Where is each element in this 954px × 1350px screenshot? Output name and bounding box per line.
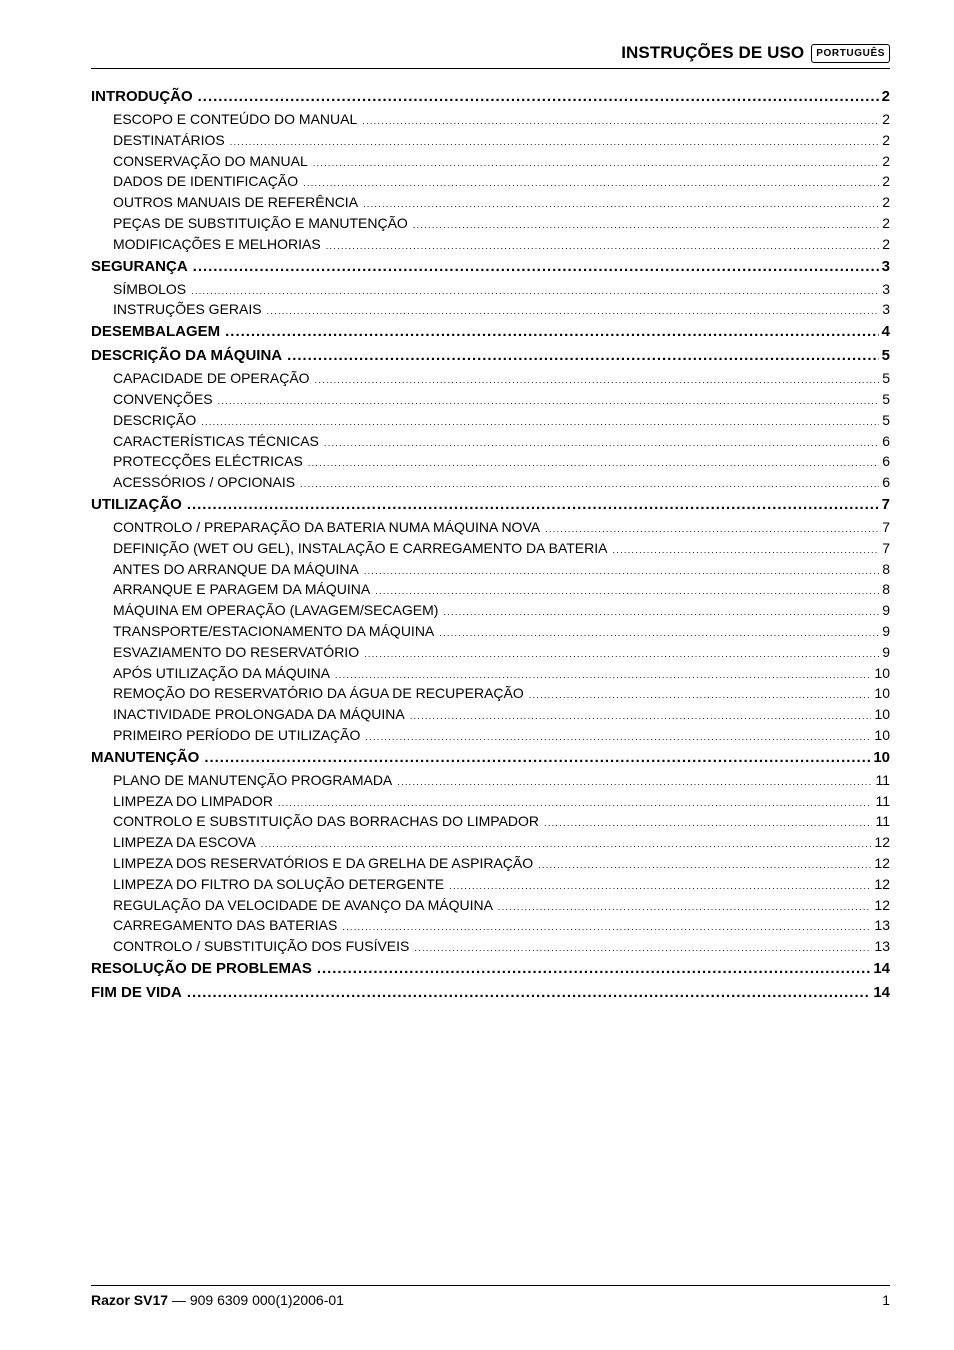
toc-section-entry[interactable] bbox=[91, 85, 890, 109]
toc-entry-page: 8 bbox=[882, 581, 890, 598]
toc-entry-label: LIMPEZA DOS RESERVATÓRIOS E DA GRELHA DE ASPIRAÇÃO bbox=[113, 854, 534, 871]
toc-dot-leader bbox=[363, 194, 879, 215]
toc-entry-page: 11 bbox=[875, 813, 890, 830]
toc-entry-label: DESCRIÇÃO bbox=[113, 411, 197, 428]
toc-subsection-entry[interactable] bbox=[91, 683, 890, 704]
toc-entry-label: PEÇAS DE SUBSTITUIÇÃO E MANUTENÇÃO bbox=[113, 214, 408, 231]
toc-entry-label: ESVAZIAMENTO DO RESERVATÓRIO bbox=[113, 643, 360, 660]
toc-entry-label: PROTECÇÕES ELÉCTRICAS bbox=[113, 453, 303, 470]
toc-subsection-entry[interactable] bbox=[91, 915, 890, 936]
toc-entry-page: 2 bbox=[882, 173, 890, 190]
toc-entry-label: CARREGAMENTO DAS BATERIAS bbox=[113, 917, 338, 934]
toc-entry-page: 7 bbox=[882, 539, 890, 556]
toc-dot-leader bbox=[315, 370, 880, 391]
toc-entry-label: RESOLUÇÃO DE PROBLEMAS bbox=[91, 959, 312, 977]
toc-entry-label: CARACTERÍSTICAS TÉCNICAS bbox=[113, 432, 319, 449]
toc-dot-leader bbox=[267, 301, 880, 322]
toc-subsection-entry[interactable] bbox=[91, 410, 890, 431]
toc-entry-page: 6 bbox=[882, 474, 890, 491]
toc-dot-leader bbox=[397, 772, 872, 793]
toc-dot-leader bbox=[362, 111, 879, 132]
toc-section-entry[interactable] bbox=[91, 344, 890, 368]
toc-subsection-entry[interactable] bbox=[91, 621, 890, 642]
toc-subsection-entry[interactable] bbox=[91, 538, 890, 559]
toc-subsection-entry[interactable] bbox=[91, 517, 890, 538]
toc-entry-page: 2 bbox=[882, 214, 890, 231]
toc-entry-page: 7 bbox=[881, 495, 890, 513]
toc-dot-leader bbox=[498, 897, 872, 918]
toc-entry-label: INACTIVIDADE PROLONGADA DA MÁQUINA bbox=[113, 706, 405, 723]
toc-entry-label: MODIFICAÇÕES E MELHORIAS bbox=[113, 235, 321, 252]
toc-entry-page: 12 bbox=[874, 854, 890, 871]
toc-entry-label: ARRANQUE E PARAGEM DA MÁQUINA bbox=[113, 581, 371, 598]
toc-entry-page: 2 bbox=[882, 194, 890, 211]
toc-subsection-entry[interactable] bbox=[91, 171, 890, 192]
toc-entry-page: 2 bbox=[882, 111, 890, 127]
toc-entry-label: CAPACIDADE DE OPERAÇÃO bbox=[113, 370, 310, 387]
toc-entry-page: 12 bbox=[874, 896, 890, 913]
footer-doc-info bbox=[91, 1292, 344, 1308]
toc-entry-label: DESTINATÁRIOS bbox=[113, 131, 225, 148]
toc-entry-label: CONVENÇÕES bbox=[113, 390, 213, 407]
toc-subsection-entry[interactable] bbox=[91, 299, 890, 320]
toc-subsection-entry[interactable] bbox=[91, 192, 890, 213]
toc-entry-label: OUTROS MANUAIS DE REFERÊNCIA bbox=[113, 194, 359, 211]
toc-entry-label: ANTES DO ARRANQUE DA MÁQUINA bbox=[113, 560, 359, 577]
toc-dot-leader bbox=[443, 602, 879, 623]
toc-entry-page: 10 bbox=[873, 748, 890, 766]
toc-entry-page: 12 bbox=[874, 875, 890, 892]
toc-entry-page: 13 bbox=[874, 938, 890, 955]
toc-entry-label: DESEMBALAGEM bbox=[91, 323, 221, 341]
toc-subsection-entry[interactable] bbox=[91, 853, 890, 874]
toc-entry-page: 4 bbox=[881, 323, 890, 341]
toc-dot-leader bbox=[410, 706, 872, 727]
toc-dot-leader bbox=[439, 623, 879, 644]
toc-dot-leader bbox=[278, 793, 872, 814]
toc-subsection-entry[interactable] bbox=[91, 600, 890, 621]
toc-entry-page: 9 bbox=[882, 643, 890, 660]
toc-dot-leader bbox=[187, 981, 870, 1005]
toc-subsection-entry[interactable] bbox=[91, 791, 890, 812]
toc-entry-page: 13 bbox=[874, 917, 890, 934]
toc-entry-label: LIMPEZA DO LIMPADOR bbox=[113, 792, 273, 809]
toc-section-entry[interactable] bbox=[91, 493, 890, 517]
toc-subsection-entry[interactable] bbox=[91, 811, 890, 832]
toc-dot-leader bbox=[201, 412, 879, 433]
toc-section-entry[interactable] bbox=[91, 981, 890, 1005]
toc-section-entry[interactable] bbox=[91, 320, 890, 344]
toc-dot-leader bbox=[218, 391, 880, 412]
toc-entry-page: 5 bbox=[882, 390, 890, 407]
footer-model: Razor SV17 bbox=[91, 1292, 169, 1308]
language-badge: PORTUGUÊS bbox=[811, 44, 890, 63]
toc-dot-leader bbox=[545, 519, 879, 540]
toc-entry-label: LIMPEZA DA ESCOVA bbox=[113, 834, 256, 851]
toc-entry-label: DESCRIÇÃO DA MÁQUINA bbox=[91, 347, 283, 365]
toc-subsection-entry[interactable] bbox=[91, 109, 890, 130]
toc-dot-leader bbox=[324, 433, 879, 454]
toc-entry-page: 10 bbox=[874, 685, 890, 702]
toc-subsection-entry[interactable] bbox=[91, 234, 890, 255]
toc-entry-page: 2 bbox=[882, 131, 890, 148]
toc-entry-page: 10 bbox=[874, 726, 890, 743]
toc-subsection-entry[interactable] bbox=[91, 704, 890, 725]
toc-entry-label: CONTROLO / PREPARAÇÃO DA BATERIA NUMA MÁQUINA NOVA bbox=[113, 518, 541, 535]
toc-dot-leader bbox=[204, 746, 870, 770]
toc-entry-label: REGULAÇÃO DA VELOCIDADE DE AVANÇO DA MÁQUINA bbox=[113, 896, 493, 913]
toc-dot-leader bbox=[375, 581, 879, 602]
toc-dot-leader bbox=[335, 665, 871, 686]
toc-entry-page: 2 bbox=[881, 88, 890, 105]
toc-subsection-entry[interactable] bbox=[91, 579, 890, 600]
toc-entry-page: 7 bbox=[882, 518, 890, 535]
toc-dot-leader bbox=[300, 474, 879, 495]
toc-entry-label: ACESSÓRIOS / OPCIONAIS bbox=[113, 474, 296, 491]
toc-subsection-entry[interactable] bbox=[91, 451, 890, 472]
toc-entry-page: 3 bbox=[881, 257, 890, 275]
toc-entry-label: DADOS DE IDENTIFICAÇÃO bbox=[113, 173, 299, 190]
table-of-contents bbox=[91, 85, 890, 1005]
toc-entry-label: CONTROLO E SUBSTITUIÇÃO DAS BORRACHAS DO LIMPADOR bbox=[113, 813, 540, 830]
toc-entry-label: APÓS UTILIZAÇÃO DA MÁQUINA bbox=[113, 664, 331, 681]
toc-dot-leader bbox=[364, 644, 879, 665]
toc-dot-leader bbox=[198, 85, 879, 109]
toc-dot-leader bbox=[225, 320, 878, 344]
toc-dot-leader bbox=[538, 855, 871, 876]
toc-entry-label: INTRODUÇÃO bbox=[91, 88, 193, 105]
toc-entry-page: 10 bbox=[874, 706, 890, 723]
toc-entry-label: MANUTENÇÃO bbox=[91, 748, 200, 766]
toc-entry-page: 14 bbox=[873, 983, 890, 1001]
toc-dot-leader bbox=[193, 255, 879, 279]
toc-entry-page: 2 bbox=[882, 235, 890, 252]
toc-entry-page: 6 bbox=[882, 432, 890, 449]
toc-entry-page: 5 bbox=[882, 411, 890, 428]
toc-entry-page: 2 bbox=[882, 152, 890, 169]
toc-dot-leader bbox=[529, 685, 872, 706]
toc-entry-label: FIM DE VIDA bbox=[91, 983, 182, 1001]
toc-entry-label: UTILIZAÇÃO bbox=[91, 495, 182, 513]
toc-subsection-entry[interactable] bbox=[91, 559, 890, 580]
toc-subsection-entry[interactable] bbox=[91, 642, 890, 663]
toc-entry-page: 11 bbox=[875, 771, 890, 788]
toc-entry-page: 12 bbox=[874, 834, 890, 851]
toc-entry-label: SÍMBOLOS bbox=[113, 280, 187, 297]
toc-subsection-entry[interactable] bbox=[91, 725, 890, 746]
toc-subsection-entry[interactable] bbox=[91, 770, 890, 791]
toc-subsection-entry[interactable] bbox=[91, 279, 890, 300]
toc-section-entry[interactable] bbox=[91, 746, 890, 770]
toc-entry-label: ESCOPO E CONTEÚDO DO MANUAL bbox=[113, 111, 358, 127]
toc-entry-page: 14 bbox=[873, 959, 890, 977]
toc-subsection-entry[interactable] bbox=[91, 130, 890, 151]
header-title: INSTRUÇÕES DE USO bbox=[621, 43, 805, 62]
toc-subsection-entry[interactable] bbox=[91, 431, 890, 452]
toc-dot-leader bbox=[326, 236, 880, 257]
toc-dot-leader bbox=[308, 453, 879, 474]
toc-dot-leader bbox=[612, 540, 879, 561]
toc-entry-label: PLANO DE MANUTENÇÃO PROGRAMADA bbox=[113, 771, 393, 788]
toc-dot-leader bbox=[449, 876, 871, 897]
toc-subsection-entry[interactable] bbox=[91, 368, 890, 389]
toc-subsection-entry[interactable] bbox=[91, 895, 890, 916]
footer-page-number: 1 bbox=[882, 1292, 890, 1308]
toc-dot-leader bbox=[342, 917, 871, 938]
toc-entry-page: 10 bbox=[874, 664, 890, 681]
page-footer bbox=[91, 1285, 890, 1308]
toc-dot-leader bbox=[191, 281, 879, 302]
toc-dot-leader bbox=[230, 132, 879, 153]
toc-entry-label: DEFINIÇÃO (WET OU GEL), INSTALAÇÃO E CARREGAMENTO DA BATERIA bbox=[113, 539, 608, 556]
toc-entry-page: 5 bbox=[881, 347, 890, 365]
toc-entry-page: 6 bbox=[882, 453, 890, 470]
toc-dot-leader bbox=[317, 957, 870, 981]
toc-entry-label: CONSERVAÇÃO DO MANUAL bbox=[113, 152, 308, 169]
toc-entry-label: LIMPEZA DO FILTRO DA SOLUÇÃO DETERGENTE bbox=[113, 875, 445, 892]
toc-entry-label: MÁQUINA EM OPERAÇÃO (LAVAGEM/SECAGEM) bbox=[113, 602, 439, 619]
toc-dot-leader bbox=[313, 153, 879, 174]
toc-entry-page: 3 bbox=[882, 280, 890, 297]
toc-entry-page: 11 bbox=[875, 792, 890, 809]
toc-entry-page: 3 bbox=[882, 301, 890, 318]
toc-subsection-entry[interactable] bbox=[91, 472, 890, 493]
toc-subsection-entry[interactable] bbox=[91, 213, 890, 234]
toc-dot-leader bbox=[365, 727, 871, 748]
toc-dot-leader bbox=[413, 215, 879, 236]
toc-entry-label: CONTROLO / SUBSTITUIÇÃO DOS FUSÍVEIS bbox=[113, 938, 410, 955]
toc-entry-page: 9 bbox=[882, 622, 890, 639]
toc-section-entry[interactable] bbox=[91, 255, 890, 279]
toc-dot-leader bbox=[287, 344, 879, 368]
toc-dot-leader bbox=[303, 173, 879, 194]
toc-entry-label: PRIMEIRO PERÍODO DE UTILIZAÇÃO bbox=[113, 726, 361, 743]
toc-entry-label: INSTRUÇÕES GERAIS bbox=[113, 301, 262, 318]
toc-subsection-entry[interactable] bbox=[91, 874, 890, 895]
toc-dot-leader bbox=[414, 938, 871, 959]
toc-entry-page: 5 bbox=[882, 370, 890, 387]
footer-doc-ref: — 909 6309 000(1)2006-01 bbox=[168, 1292, 344, 1308]
toc-entry-page: 8 bbox=[882, 560, 890, 577]
toc-dot-leader bbox=[187, 493, 879, 517]
toc-section-entry[interactable] bbox=[91, 957, 890, 981]
toc-subsection-entry[interactable] bbox=[91, 832, 890, 853]
toc-entry-label: TRANSPORTE/ESTACIONAMENTO DA MÁQUINA bbox=[113, 622, 435, 639]
toc-dot-leader bbox=[364, 561, 879, 582]
toc-entry-page: 9 bbox=[882, 602, 890, 619]
toc-entry-label: REMOÇÃO DO RESERVATÓRIO DA ÁGUA DE RECUPERAÇÃO bbox=[113, 685, 524, 702]
toc-entry-label: SEGURANÇA bbox=[91, 257, 188, 275]
toc-subsection-entry[interactable] bbox=[91, 663, 890, 684]
toc-subsection-entry[interactable] bbox=[91, 151, 890, 172]
toc-subsection-entry[interactable] bbox=[91, 936, 890, 957]
toc-dot-leader bbox=[544, 813, 872, 834]
toc-dot-leader bbox=[261, 834, 872, 855]
toc-subsection-entry[interactable] bbox=[91, 389, 890, 410]
page-header bbox=[91, 38, 890, 69]
